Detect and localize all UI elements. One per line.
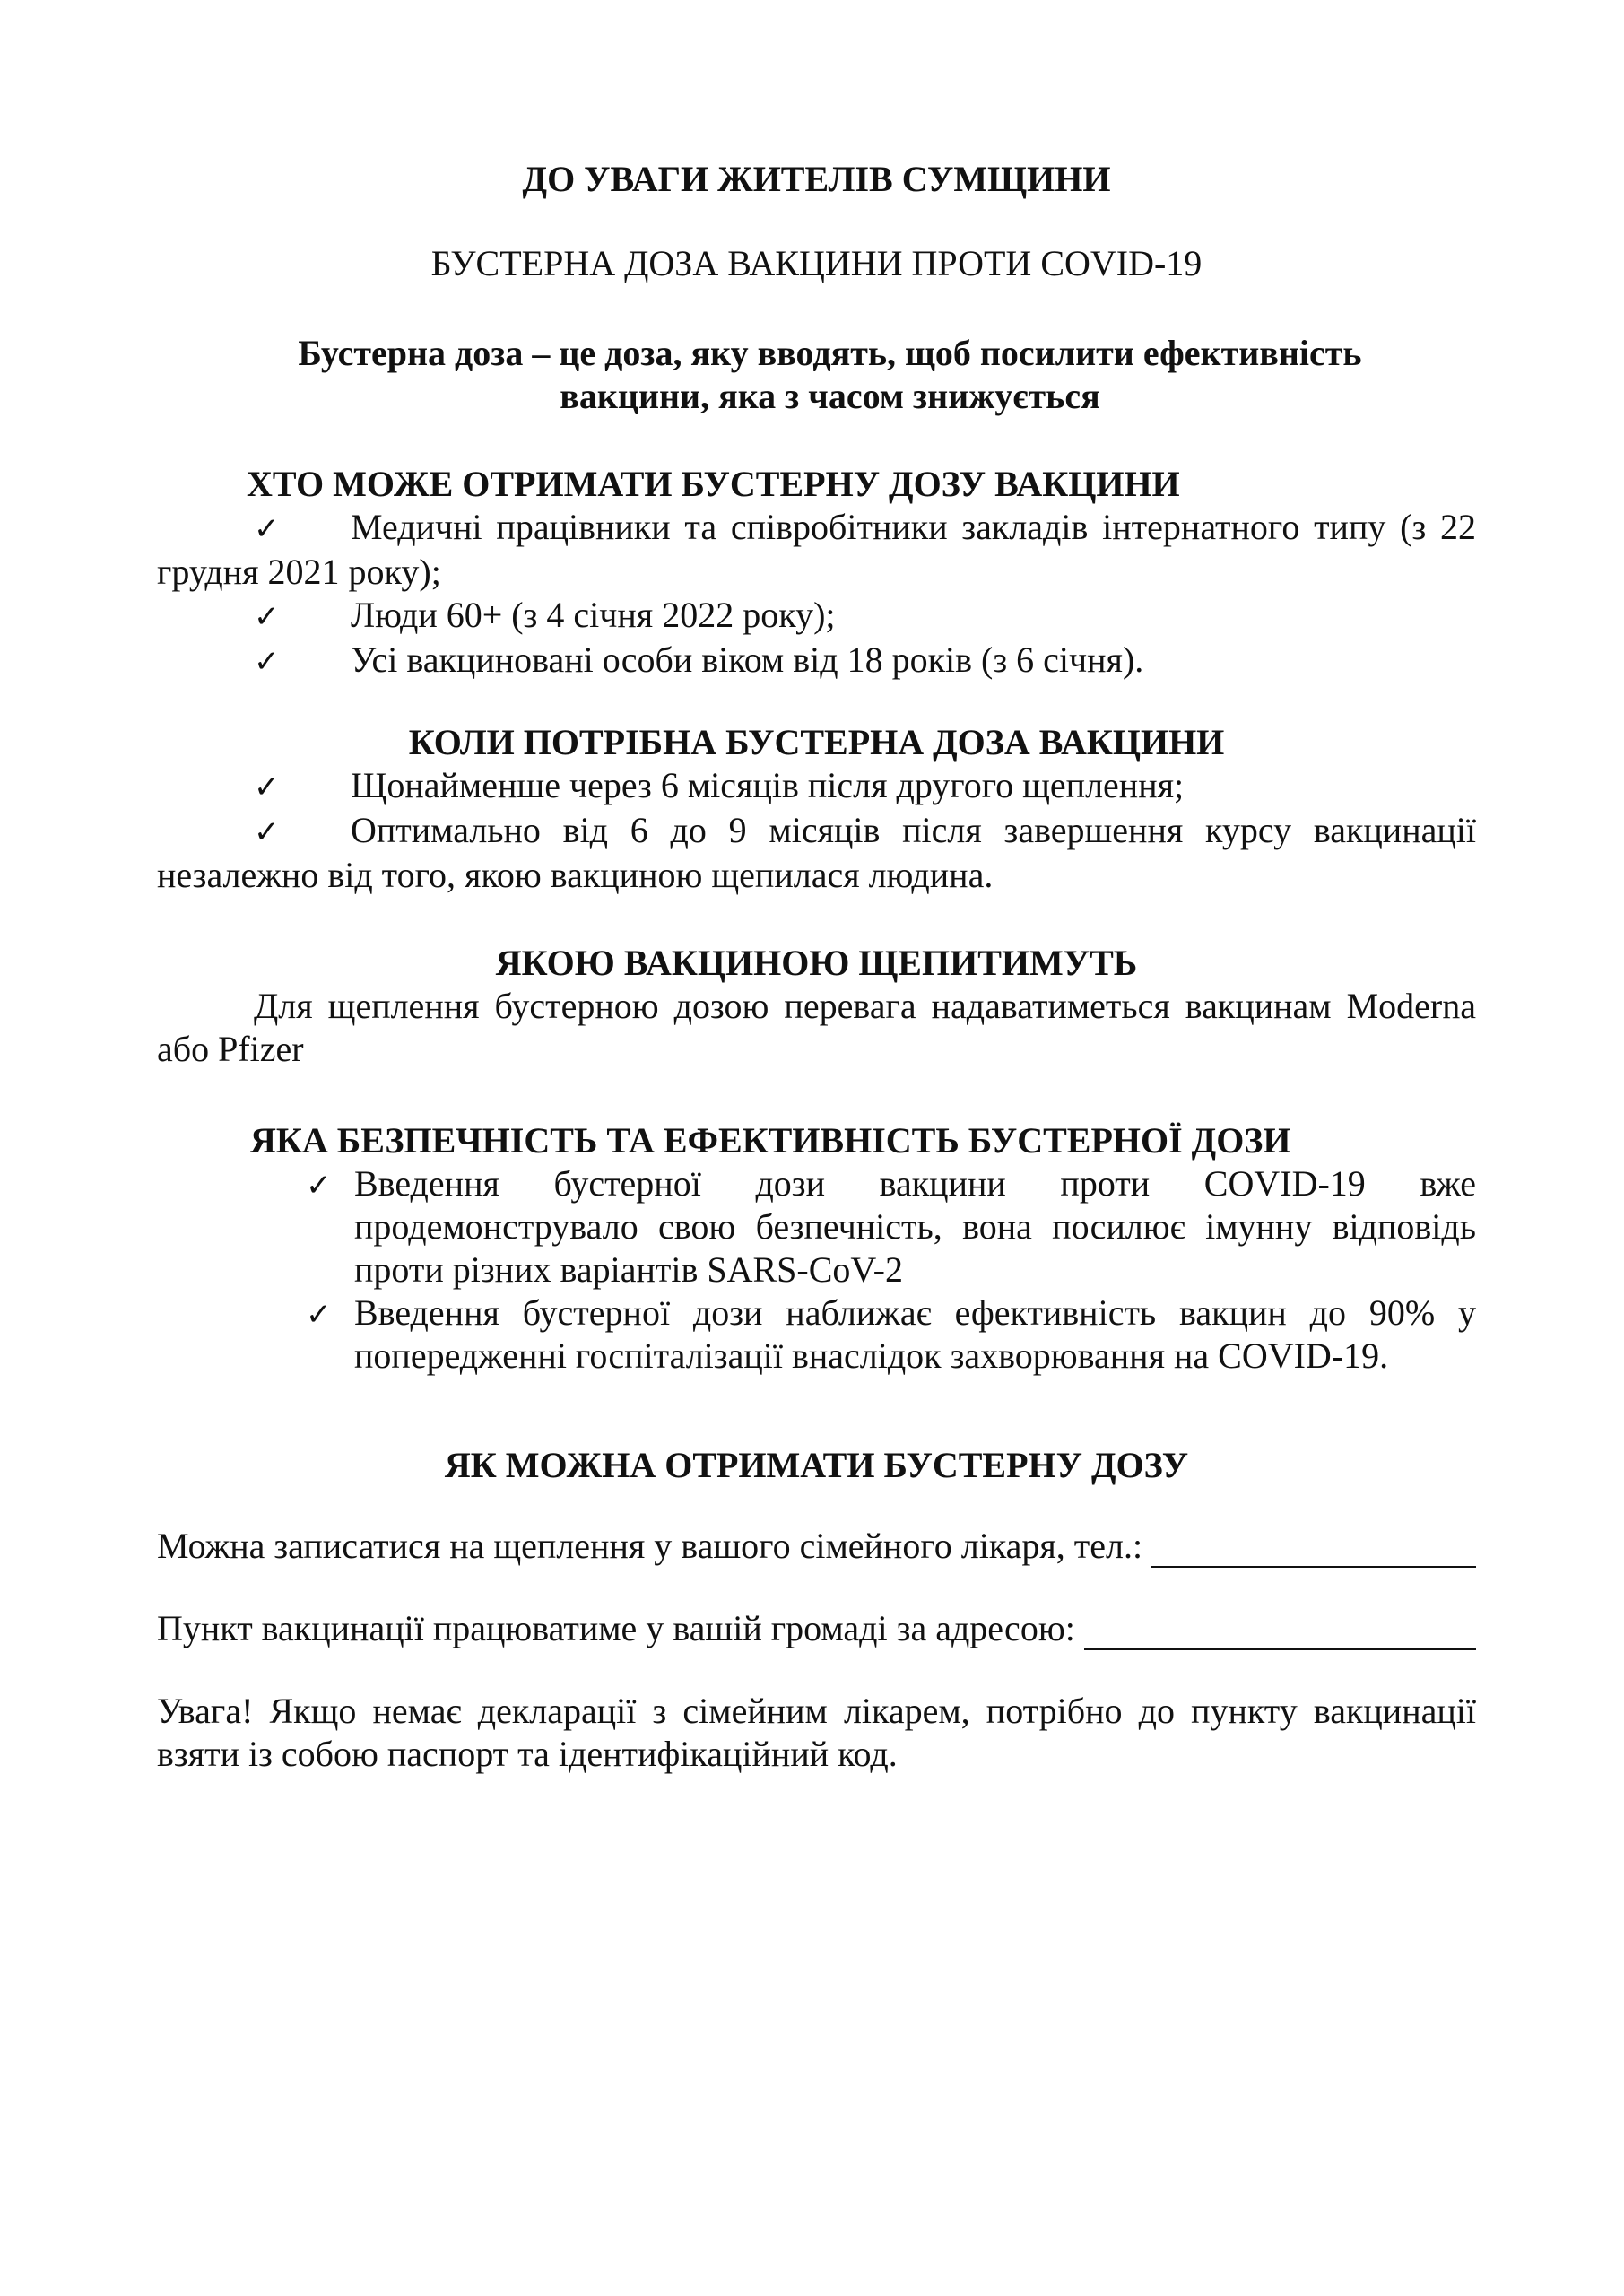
checkmark-icon: ✓ [254, 644, 280, 680]
page-subtitle: БУСТЕРНА ДОЗА ВАКЦИНИ ПРОТИ COVID-19 [430, 243, 1203, 283]
section-who-heading: ХТО МОЖЕ ОТРИМАТИ БУСТЕРНУ ДОЗУ ВАКЦИНИ [247, 464, 1180, 504]
doctor-phone-label: Можна записатися на щеплення у вашого сімейного лікаря, тел.: [157, 1526, 1143, 1566]
list-item [157, 594, 1476, 639]
section-which-text: Для щеплення бустерною дозою перевага надаватиметься вакцинам Moderna або Pfizer [157, 986, 1476, 1069]
list-item [157, 1292, 1476, 1378]
section-safety [157, 1119, 1476, 1378]
booster-definition [157, 332, 1476, 418]
checkmark-icon: ✓ [306, 1297, 332, 1333]
list-item [157, 764, 1476, 809]
checkmark-icon: ✓ [254, 511, 280, 547]
checkmark-icon: ✓ [254, 814, 280, 850]
list-item-text: Оптимально від 6 до 9 місяців після завершення курсу вакцинації незалежно від того, якою вакциною щепилася людина. [157, 810, 1476, 895]
vaccination-point-label: Пункт вакцинації працюватиме у вашій громаді за адресою: [157, 1608, 1075, 1648]
section-how [157, 1444, 1476, 1776]
list-item-text: Медичні працівники та співробітники закладів інтернатного типу (з 22 грудня 2021 року); [157, 507, 1476, 592]
section-safety-heading: ЯКА БЕЗПЕЧНІСТЬ ТА ЕФЕКТИВНІСТЬ БУСТЕРНОЇ ДОЗИ [250, 1120, 1291, 1161]
list-item [157, 639, 1476, 683]
section-when-heading: КОЛИ ПОТРІБНА БУСТЕРНА ДОЗА ВАКЦИНИ [408, 722, 1225, 762]
checkmark-icon: ✓ [254, 770, 280, 805]
list-item [157, 506, 1476, 594]
list-item-text: Усі вакциновані особи віком від 18 років (з 6 січня). [351, 639, 1144, 680]
vaccination-point-field [157, 1607, 1476, 1650]
doctor-phone-blank[interactable] [1151, 1534, 1476, 1568]
definition-line-2: вакцини, яка з часом знижується [560, 376, 1100, 416]
warning-note: Увага! Якщо немає декларації з сімейним лікарем, потрібно до пункту вакцинації взяти із собою паспорт та ідентифікаційний код. [157, 1691, 1476, 1774]
section-which-heading: ЯКОЮ ВАКЦИНОЮ ЩЕПИТИМУТЬ [495, 943, 1138, 983]
list-item-text: Введення бустерної дози наближає ефективність вакцин до 90% у попередженні госпіталізації внаслідок захворювання на COVID-19. [354, 1292, 1476, 1376]
list-item [157, 809, 1476, 897]
doctor-phone-field [157, 1525, 1476, 1568]
page-title: ДО УВАГИ ЖИТЕЛІВ СУМЩИНИ [522, 159, 1111, 199]
definition-line-1: Бустерна доза – це доза, яку вводять, щоб посилити ефективність [298, 333, 1362, 373]
checkmark-icon: ✓ [254, 599, 280, 635]
section-who [157, 463, 1476, 683]
list-item-text: Щонайменше через 6 місяців після другого щеплення; [351, 765, 1185, 805]
section-how-heading: ЯК МОЖНА ОТРИМАТИ БУСТЕРНУ ДОЗУ [444, 1445, 1189, 1485]
list-item-text: Люди 60+ (з 4 січня 2022 року); [351, 595, 836, 635]
checkmark-icon: ✓ [306, 1168, 332, 1204]
section-when [157, 721, 1476, 897]
list-item [157, 1162, 1476, 1292]
list-item-text: Введення бустерної дози вакцини проти COVID-19 вже продемонструвало свою безпечність, вона посилює імунну відповідь проти різних варіантів SARS-CoV-2 [354, 1163, 1476, 1290]
section-which [157, 942, 1476, 1071]
vaccination-point-blank[interactable] [1084, 1616, 1476, 1650]
